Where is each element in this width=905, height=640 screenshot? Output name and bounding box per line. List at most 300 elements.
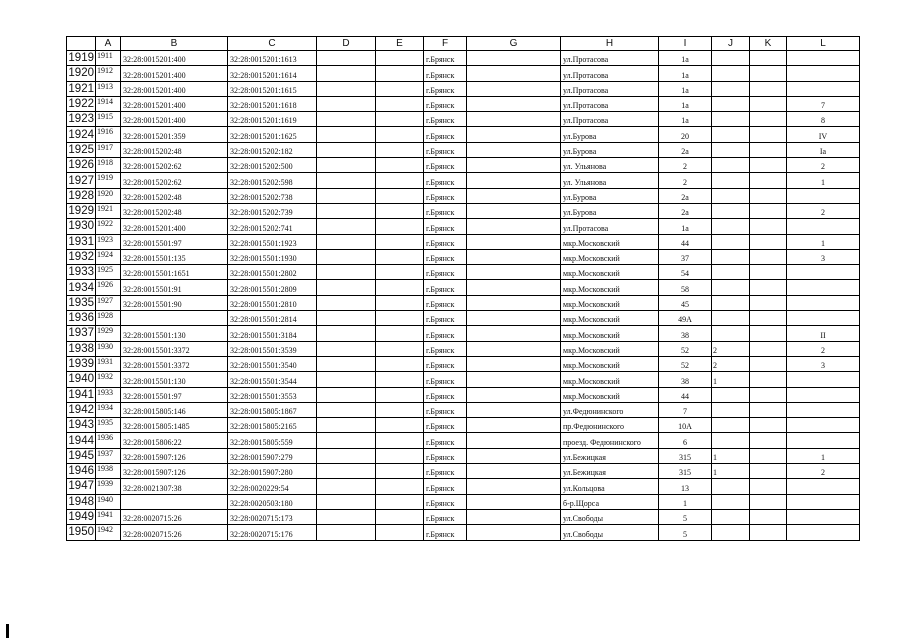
cell-d[interactable] [317, 158, 376, 173]
cell-h[interactable]: ул.Бежицкая [561, 448, 659, 463]
cell-g[interactable] [467, 341, 561, 356]
cell-c[interactable]: 32:28:0015805:2165 [228, 418, 317, 433]
cell-f[interactable]: г.Брянск [424, 356, 467, 371]
row-number[interactable]: 1935 [68, 296, 94, 309]
cell-c[interactable]: 32:28:0015202:741 [228, 219, 317, 234]
cell-e[interactable] [376, 249, 424, 264]
cell-k[interactable] [750, 295, 787, 310]
cell-k[interactable] [750, 494, 787, 509]
cell-j[interactable] [712, 112, 750, 127]
cell-c[interactable]: 32:28:0015202:738 [228, 188, 317, 203]
row-number[interactable]: 1943 [68, 419, 94, 432]
cell-i[interactable]: 2а [659, 188, 712, 203]
cell-i[interactable]: 5 [659, 525, 712, 540]
cell-l[interactable]: 1 [787, 173, 860, 188]
cell-a[interactable]: 1936 [96, 433, 121, 448]
column-header-e[interactable]: E [376, 37, 424, 51]
cell-i[interactable]: 38 [659, 326, 712, 341]
cell-k[interactable] [750, 448, 787, 463]
cell-d[interactable] [317, 203, 376, 218]
cell-h[interactable]: ул.Протасова [561, 51, 659, 66]
cell-l[interactable] [787, 265, 860, 280]
cell-g[interactable] [467, 509, 561, 524]
cell-a[interactable]: 1931 [96, 356, 121, 371]
row-number[interactable]: 1928 [68, 189, 94, 202]
cell-i[interactable]: 1а [659, 66, 712, 81]
cell-a[interactable]: 1928 [96, 311, 121, 326]
cell-b[interactable]: 32:28:0015201:400 [121, 96, 228, 111]
row-number[interactable]: 1950 [68, 526, 94, 539]
row-number[interactable]: 1926 [68, 159, 94, 172]
cell-f[interactable]: г.Брянск [424, 158, 467, 173]
cell-j[interactable] [712, 326, 750, 341]
row-number[interactable]: 1929 [68, 205, 94, 218]
cell-b[interactable]: 32:28:0015202:48 [121, 203, 228, 218]
cell-h[interactable]: ул.Протасова [561, 66, 659, 81]
cell-i[interactable]: 37 [659, 249, 712, 264]
cell-b[interactable]: 32:28:0015805:146 [121, 402, 228, 417]
row-number[interactable]: 1942 [68, 403, 94, 416]
row-number[interactable]: 1920 [68, 67, 94, 80]
cell-a[interactable]: 1924 [96, 249, 121, 264]
cell-j[interactable] [712, 96, 750, 111]
corner-header[interactable] [67, 37, 96, 51]
cell-h[interactable]: ул.Бурова [561, 203, 659, 218]
cell-i[interactable]: 2а [659, 142, 712, 157]
cell-f[interactable]: г.Брянск [424, 402, 467, 417]
cell-k[interactable] [750, 372, 787, 387]
cell-h[interactable]: проезд. Федюнинского [561, 433, 659, 448]
cell-l[interactable] [787, 372, 860, 387]
cell-e[interactable] [376, 433, 424, 448]
row-number[interactable]: 1946 [68, 465, 94, 478]
cell-l[interactable]: 1 [787, 234, 860, 249]
cell-d[interactable] [317, 402, 376, 417]
cell-e[interactable] [376, 448, 424, 463]
cell-i[interactable]: 2а [659, 203, 712, 218]
cell-a[interactable]: 1932 [96, 372, 121, 387]
cell-a[interactable]: 1934 [96, 402, 121, 417]
row-number[interactable]: 1940 [68, 373, 94, 386]
cell-c[interactable]: 32:28:0015501:3544 [228, 372, 317, 387]
cell-d[interactable] [317, 494, 376, 509]
column-header-k[interactable]: K [750, 37, 787, 51]
cell-i[interactable]: 1а [659, 81, 712, 96]
row-number[interactable]: 1932 [68, 251, 94, 263]
cell-g[interactable] [467, 142, 561, 157]
cell-a[interactable]: 1940 [96, 494, 121, 509]
cell-a[interactable]: 1942 [96, 525, 121, 540]
cell-k[interactable] [750, 203, 787, 218]
cell-i[interactable]: 7 [659, 402, 712, 417]
cell-f[interactable]: г.Брянск [424, 494, 467, 509]
cell-k[interactable] [750, 112, 787, 127]
cell-c[interactable]: 32:28:0015501:2810 [228, 295, 317, 310]
cell-i[interactable]: 1 [659, 494, 712, 509]
cell-e[interactable] [376, 356, 424, 371]
cell-g[interactable] [467, 464, 561, 479]
column-header-g[interactable]: G [467, 37, 561, 51]
cell-b[interactable]: 32:28:0015201:359 [121, 127, 228, 142]
cell-e[interactable] [376, 402, 424, 417]
cell-d[interactable] [317, 509, 376, 524]
cell-h[interactable]: ул. Ульянова [561, 173, 659, 188]
cell-g[interactable] [467, 295, 561, 310]
cell-g[interactable] [467, 326, 561, 341]
cell-c[interactable]: 32:28:0015501:3540 [228, 356, 317, 371]
cell-f[interactable]: г.Брянск [424, 188, 467, 203]
cell-d[interactable] [317, 112, 376, 127]
column-header-j[interactable]: J [712, 37, 750, 51]
cell-i[interactable]: 1а [659, 112, 712, 127]
cell-k[interactable] [750, 51, 787, 66]
cell-d[interactable] [317, 479, 376, 494]
cell-g[interactable] [467, 265, 561, 280]
cell-f[interactable]: г.Брянск [424, 142, 467, 157]
column-header-a[interactable]: A [96, 37, 121, 51]
cell-j[interactable] [712, 234, 750, 249]
cell-c[interactable]: 32:28:0020715:176 [228, 525, 317, 540]
cell-c[interactable]: 32:28:0015201:1618 [228, 96, 317, 111]
cell-f[interactable]: г.Брянск [424, 387, 467, 402]
cell-f[interactable]: г.Брянск [424, 280, 467, 295]
cell-h[interactable]: ул.Протасова [561, 112, 659, 127]
cell-d[interactable] [317, 81, 376, 96]
cell-e[interactable] [376, 280, 424, 295]
column-header-b[interactable]: B [121, 37, 228, 51]
cell-h[interactable]: пр.Федюнинского [561, 418, 659, 433]
cell-f[interactable]: г.Брянск [424, 341, 467, 356]
cell-c[interactable]: 32:28:0015201:1614 [228, 66, 317, 81]
cell-f[interactable]: г.Брянск [424, 51, 467, 66]
cell-b[interactable]: 32:28:0015501:91 [121, 280, 228, 295]
cell-j[interactable] [712, 280, 750, 295]
cell-f[interactable]: г.Брянск [424, 249, 467, 264]
cell-f[interactable]: г.Брянск [424, 265, 467, 280]
cell-c[interactable]: 32:28:0015202:739 [228, 203, 317, 218]
cell-b[interactable]: 32:28:0015202:48 [121, 188, 228, 203]
cell-a[interactable]: 1922 [96, 219, 121, 234]
cell-l[interactable] [787, 311, 860, 326]
cell-l[interactable]: IV [787, 127, 860, 142]
cell-e[interactable] [376, 142, 424, 157]
cell-c[interactable]: 32:28:0015907:279 [228, 448, 317, 463]
cell-f[interactable]: г.Брянск [424, 295, 467, 310]
cell-h[interactable]: мкр.Московский [561, 265, 659, 280]
cell-d[interactable] [317, 525, 376, 540]
row-number[interactable]: 1938 [68, 342, 94, 355]
cell-f[interactable]: г.Брянск [424, 66, 467, 81]
cell-d[interactable] [317, 464, 376, 479]
cell-g[interactable] [467, 112, 561, 127]
cell-g[interactable] [467, 372, 561, 387]
cell-i[interactable]: 44 [659, 387, 712, 402]
cell-e[interactable] [376, 127, 424, 142]
column-header-h[interactable]: H [561, 37, 659, 51]
cell-l[interactable] [787, 51, 860, 66]
cell-h[interactable]: мкр.Московский [561, 311, 659, 326]
cell-j[interactable] [712, 295, 750, 310]
cell-e[interactable] [376, 81, 424, 96]
cell-d[interactable] [317, 234, 376, 249]
cell-c[interactable]: 32:28:0015501:2809 [228, 280, 317, 295]
cell-k[interactable] [750, 433, 787, 448]
cell-i[interactable]: 2 [659, 158, 712, 173]
cell-l[interactable]: 2 [787, 158, 860, 173]
cell-b[interactable]: 32:28:0015202:48 [121, 142, 228, 157]
cell-i[interactable]: 10А [659, 418, 712, 433]
cell-i[interactable]: 5 [659, 509, 712, 524]
cell-c[interactable]: 32:28:0020715:173 [228, 509, 317, 524]
cell-d[interactable] [317, 219, 376, 234]
cell-a[interactable]: 1929 [96, 326, 121, 341]
cell-i[interactable]: 44 [659, 234, 712, 249]
cell-d[interactable] [317, 249, 376, 264]
cell-g[interactable] [467, 494, 561, 509]
cell-k[interactable] [750, 387, 787, 402]
cell-i[interactable]: 52 [659, 356, 712, 371]
cell-e[interactable] [376, 418, 424, 433]
cell-f[interactable]: г.Брянск [424, 219, 467, 234]
cell-l[interactable]: Iа [787, 142, 860, 157]
cell-j[interactable] [712, 479, 750, 494]
row-number[interactable]: 1945 [68, 449, 94, 462]
cell-h[interactable]: мкр.Московский [561, 341, 659, 356]
cell-f[interactable]: г.Брянск [424, 372, 467, 387]
cell-g[interactable] [467, 249, 561, 264]
cell-k[interactable] [750, 509, 787, 524]
cell-h[interactable]: мкр.Московский [561, 356, 659, 371]
cell-l[interactable]: 1 [787, 448, 860, 463]
cell-k[interactable] [750, 219, 787, 234]
row-number[interactable]: 1934 [68, 281, 94, 294]
cell-k[interactable] [750, 173, 787, 188]
cell-b[interactable]: 32:28:0015501:90 [121, 295, 228, 310]
cell-j[interactable] [712, 249, 750, 264]
cell-c[interactable]: 32:28:0015501:3184 [228, 326, 317, 341]
cell-g[interactable] [467, 387, 561, 402]
cell-f[interactable]: г.Брянск [424, 173, 467, 188]
cell-g[interactable] [467, 448, 561, 463]
cell-h[interactable]: ул.Кольцова [561, 479, 659, 494]
cell-f[interactable]: г.Брянск [424, 418, 467, 433]
cell-d[interactable] [317, 326, 376, 341]
cell-e[interactable] [376, 173, 424, 188]
cell-h[interactable]: мкр.Московский [561, 295, 659, 310]
row-number[interactable]: 1919 [68, 52, 94, 65]
cell-j[interactable] [712, 311, 750, 326]
row-number[interactable]: 1939 [68, 358, 94, 371]
cell-d[interactable] [317, 96, 376, 111]
cell-b[interactable]: 32:28:0015201:400 [121, 81, 228, 96]
cell-a[interactable]: 1939 [96, 479, 121, 494]
cell-j[interactable] [712, 81, 750, 96]
cell-h[interactable]: ул.Протасова [561, 96, 659, 111]
cell-d[interactable] [317, 433, 376, 448]
cell-d[interactable] [317, 188, 376, 203]
cell-g[interactable] [467, 173, 561, 188]
cell-e[interactable] [376, 265, 424, 280]
cell-d[interactable] [317, 341, 376, 356]
cell-i[interactable]: 6 [659, 433, 712, 448]
cell-b[interactable]: 32:28:0015201:400 [121, 112, 228, 127]
cell-b[interactable] [121, 311, 228, 326]
cell-a[interactable]: 1918 [96, 158, 121, 173]
cell-b[interactable]: 32:28:0015501:135 [121, 249, 228, 264]
cell-a[interactable]: 1917 [96, 142, 121, 157]
cell-b[interactable]: 32:28:0015907:126 [121, 464, 228, 479]
cell-g[interactable] [467, 96, 561, 111]
cell-k[interactable] [750, 142, 787, 157]
row-number[interactable]: 1937 [68, 327, 94, 340]
cell-l[interactable]: 2 [787, 341, 860, 356]
cell-k[interactable] [750, 402, 787, 417]
cell-d[interactable] [317, 372, 376, 387]
cell-k[interactable] [750, 479, 787, 494]
cell-b[interactable]: 32:28:0015202:62 [121, 158, 228, 173]
cell-k[interactable] [750, 96, 787, 111]
row-number[interactable]: 1947 [68, 480, 94, 493]
cell-b[interactable]: 32:28:0015501:3372 [121, 356, 228, 371]
cell-d[interactable] [317, 173, 376, 188]
cell-c[interactable]: 32:28:0015202:182 [228, 142, 317, 157]
cell-j[interactable] [712, 142, 750, 157]
cell-d[interactable] [317, 356, 376, 371]
cell-a[interactable]: 1933 [96, 387, 121, 402]
row-number[interactable]: 1925 [68, 143, 94, 156]
cell-f[interactable]: г.Брянск [424, 96, 467, 111]
cell-f[interactable]: г.Брянск [424, 234, 467, 249]
cell-j[interactable] [712, 387, 750, 402]
cell-h[interactable]: ул.Бежицкая [561, 464, 659, 479]
cell-k[interactable] [750, 249, 787, 264]
cell-k[interactable] [750, 418, 787, 433]
cell-f[interactable]: г.Брянск [424, 203, 467, 218]
cell-g[interactable] [467, 525, 561, 540]
cell-j[interactable] [712, 127, 750, 142]
cell-k[interactable] [750, 525, 787, 540]
cell-a[interactable]: 1912 [96, 66, 121, 81]
row-number[interactable]: 1941 [68, 388, 94, 401]
cell-c[interactable]: 32:28:0015202:598 [228, 173, 317, 188]
cell-h[interactable]: ул.Свободы [561, 525, 659, 540]
row-number[interactable]: 1930 [68, 220, 94, 233]
cell-b[interactable]: 32:28:0015501:3372 [121, 341, 228, 356]
cell-e[interactable] [376, 158, 424, 173]
cell-c[interactable]: 32:28:0015201:1625 [228, 127, 317, 142]
cell-a[interactable]: 1915 [96, 112, 121, 127]
cell-j[interactable] [712, 494, 750, 509]
cell-h[interactable]: мкр.Московский [561, 372, 659, 387]
row-number[interactable]: 1949 [68, 511, 94, 524]
cell-i[interactable]: 1а [659, 219, 712, 234]
cell-h[interactable]: ул.Бурова [561, 127, 659, 142]
cell-l[interactable] [787, 479, 860, 494]
cell-c[interactable]: 32:28:0015501:1923 [228, 234, 317, 249]
row-number[interactable]: 1923 [68, 113, 94, 126]
cell-g[interactable] [467, 203, 561, 218]
cell-e[interactable] [376, 509, 424, 524]
cell-l[interactable]: 3 [787, 356, 860, 371]
cell-j[interactable] [712, 265, 750, 280]
cell-i[interactable]: 54 [659, 265, 712, 280]
cell-a[interactable]: 1913 [96, 81, 121, 96]
cell-j[interactable] [712, 509, 750, 524]
cell-e[interactable] [376, 525, 424, 540]
cell-l[interactable] [787, 402, 860, 417]
cell-j[interactable]: 2 [712, 341, 750, 356]
cell-g[interactable] [467, 66, 561, 81]
cell-c[interactable]: 32:28:0015501:2814 [228, 311, 317, 326]
cell-i[interactable]: 58 [659, 280, 712, 295]
cell-i[interactable]: 38 [659, 372, 712, 387]
cell-f[interactable]: г.Брянск [424, 525, 467, 540]
cell-j[interactable]: 1 [712, 372, 750, 387]
cell-j[interactable] [712, 66, 750, 81]
cell-g[interactable] [467, 158, 561, 173]
cell-l[interactable] [787, 66, 860, 81]
cell-l[interactable] [787, 188, 860, 203]
cell-c[interactable]: 32:28:0020229:54 [228, 479, 317, 494]
cell-l[interactable]: 3 [787, 249, 860, 264]
cell-c[interactable]: 32:28:0015907:280 [228, 464, 317, 479]
cell-e[interactable] [376, 464, 424, 479]
cell-a[interactable]: 1925 [96, 265, 121, 280]
cell-j[interactable] [712, 433, 750, 448]
cell-g[interactable] [467, 356, 561, 371]
cell-e[interactable] [376, 326, 424, 341]
cell-a[interactable]: 1935 [96, 418, 121, 433]
column-header-c[interactable]: C [228, 37, 317, 51]
cell-j[interactable]: 2 [712, 356, 750, 371]
cell-i[interactable]: 49А [659, 311, 712, 326]
cell-g[interactable] [467, 402, 561, 417]
cell-j[interactable] [712, 158, 750, 173]
cell-f[interactable]: г.Брянск [424, 127, 467, 142]
cell-l[interactable]: 2 [787, 203, 860, 218]
cell-b[interactable]: 32:28:0015501:97 [121, 234, 228, 249]
cell-h[interactable]: мкр.Московский [561, 234, 659, 249]
cell-c[interactable]: 32:28:0015201:1619 [228, 112, 317, 127]
cell-a[interactable]: 1941 [96, 509, 121, 524]
cell-j[interactable] [712, 188, 750, 203]
cell-e[interactable] [376, 66, 424, 81]
cell-d[interactable] [317, 311, 376, 326]
cell-d[interactable] [317, 280, 376, 295]
cell-e[interactable] [376, 295, 424, 310]
cell-e[interactable] [376, 387, 424, 402]
cell-l[interactable]: 8 [787, 112, 860, 127]
cell-l[interactable]: II [787, 326, 860, 341]
cell-l[interactable] [787, 295, 860, 310]
cell-b[interactable]: 32:28:0015201:400 [121, 51, 228, 66]
cell-j[interactable] [712, 402, 750, 417]
cell-e[interactable] [376, 311, 424, 326]
cell-b[interactable]: 32:28:0020715:26 [121, 525, 228, 540]
cell-k[interactable] [750, 158, 787, 173]
cell-d[interactable] [317, 418, 376, 433]
cell-k[interactable] [750, 356, 787, 371]
cell-f[interactable]: г.Брянск [424, 311, 467, 326]
cell-e[interactable] [376, 234, 424, 249]
cell-l[interactable]: 7 [787, 96, 860, 111]
cell-b[interactable]: 32:28:0020715:26 [121, 509, 228, 524]
row-number[interactable]: 1921 [68, 82, 94, 95]
cell-h[interactable]: ул.Протасова [561, 219, 659, 234]
cell-h[interactable]: ул. Ульянова [561, 158, 659, 173]
cell-b[interactable]: 32:28:0015501:97 [121, 387, 228, 402]
row-number[interactable]: 1922 [68, 98, 94, 111]
